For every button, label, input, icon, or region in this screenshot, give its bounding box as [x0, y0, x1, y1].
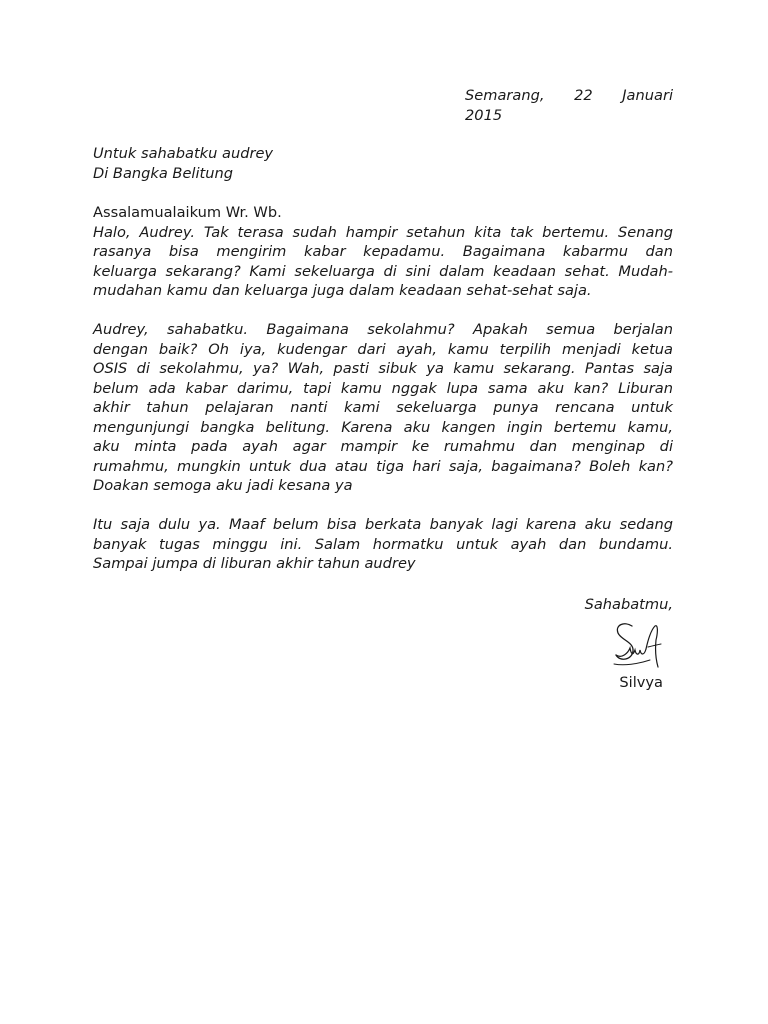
paragraph-2-line: rumahmu, mungkin untuk dua atau tiga hari saja, bagaimana? Boleh kan? — [93, 457, 673, 475]
greeting: Assalamualaikum Wr. Wb. — [93, 204, 282, 221]
paragraph-2-line: Doakan semoga aku jadi kesana ya — [93, 477, 353, 494]
paragraph-2-line: belum ada kabar darimu, tapi kamu nggak lupa sama aku kan? Liburan — [93, 379, 673, 397]
paragraph-1-line: Halo, Audrey. Tak terasa sudah hampir setahun kita tak bertemu. Senang — [93, 223, 673, 241]
date-line-1: Semarang, 22 Januari — [465, 87, 673, 104]
paragraph-3-line: banyak tugas minggu ini. Salam hormatku untuk ayah dan bundamu. — [93, 535, 673, 553]
paragraph-1-line: keluarga sekarang? Kami sekeluarga di sini dalam keadaan sehat. Mudah- — [93, 262, 673, 280]
paragraph-2-line: OSIS di sekolahmu, ya? Wah, pasti sibuk ya kamu sekarang. Pantas saja — [93, 360, 673, 377]
recipient-line-2: Di Bangka Belitung — [93, 164, 234, 182]
closing — [480, 595, 673, 615]
paragraph-3-line: Itu saja dulu ya. Maaf belum bisa berkata banyak lagi karena aku sedang — [93, 516, 673, 533]
paragraph-2-line: Audrey, sahabatku. Bagaimana sekolahmu? Apakah semua berjalan — [93, 321, 673, 338]
letter-date — [465, 86, 673, 125]
paragraph-3-line: Sampai jumpa di liburan akhir tahun audrey — [93, 555, 416, 572]
paragraph-2-line: aku minta pada ayah agar mampir ke rumahmu dan menginap di — [93, 438, 673, 455]
paragraph-1-line: rasanya bisa mengirim kabar kepadamu. Bagaimana kabarmu dan — [93, 243, 673, 260]
recipient-block — [93, 144, 673, 183]
paragraph-2-block — [93, 320, 673, 496]
signature-image — [612, 620, 666, 670]
paragraph-3-block — [93, 515, 673, 574]
paragraph-2-line: akhir tahun pelajaran nanti kami sekeluarga punya rencana untuk — [93, 399, 673, 416]
paragraph-1-line: mudahan kamu dan keluarga juga dalam keadaan sehat-sehat saja. — [93, 282, 592, 299]
date-line-2: 2015 — [465, 106, 503, 124]
signer — [560, 673, 663, 693]
paragraph-2-line: mengunjungi bangka belitung. Karena aku kangen ingin bertemu kamu, — [93, 418, 673, 436]
closing-text: Sahabatmu, — [584, 596, 673, 613]
paragraph-1-block — [93, 203, 673, 301]
paragraph-2-line: dengan baik? Oh iya, kudengar dari ayah, kamu terpilih menjadi ketua — [93, 340, 673, 358]
recipient-line-1: Untuk sahabatku audrey — [93, 145, 274, 162]
signer-name: Silvya — [619, 674, 663, 691]
